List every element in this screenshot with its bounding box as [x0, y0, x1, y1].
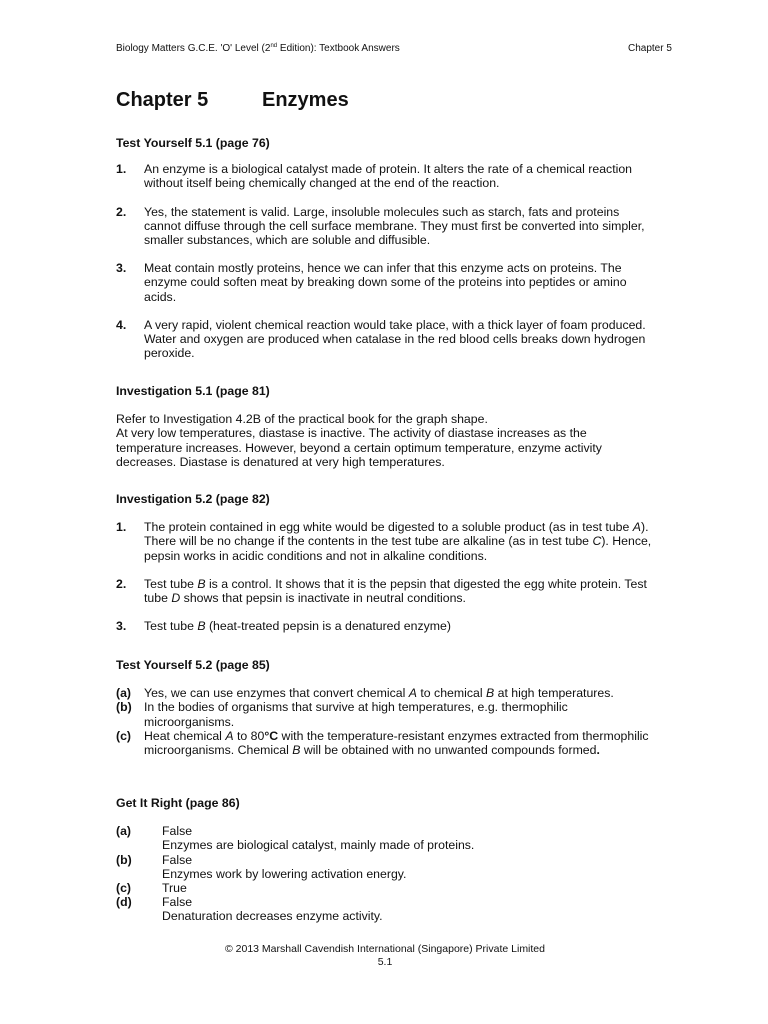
answer-item [116, 318, 656, 361]
italic-label: D [171, 591, 181, 606]
item-text: Test tube [144, 619, 198, 634]
answer-item [116, 895, 656, 923]
italic-label: C [592, 534, 602, 549]
item-letter: (a) [116, 824, 132, 839]
item-letter: (a) [116, 686, 132, 701]
answer-item [116, 205, 656, 248]
bold-period: . [596, 743, 600, 758]
item-text: is a control. It shows that it is the pepsin that digested the egg white protein. Test tube [144, 576, 647, 606]
item-letter: (c) [116, 881, 132, 896]
answer-item [116, 577, 656, 605]
item-letter: (c) [116, 728, 132, 743]
section-heading: Test Yourself 5.1 (page 76) [116, 136, 270, 150]
answer-item [116, 700, 656, 728]
italic-label: A [225, 728, 234, 743]
answer-item [116, 162, 656, 190]
item-text: (heat-treated pepsin is a denatured enzyme) [205, 619, 451, 634]
item-text: ). There will be no change if the contents in the test tube are alkaline (as in test tube [144, 520, 649, 549]
answer-item [116, 686, 656, 700]
item-letter: (b) [116, 700, 132, 715]
section-investigation-5-1 [116, 384, 656, 469]
section-get-it-right [116, 796, 656, 924]
answer-item [116, 729, 656, 757]
section-test-yourself-5-1 [116, 136, 656, 360]
item-text: shows that pepsin is inactivate in neutral conditions. [180, 591, 466, 606]
page-number: 5.1 [377, 955, 393, 968]
chapter-title [116, 88, 349, 112]
item-text: ). Hence, pepsin works in acidic conditions and not in alkaline conditions. [144, 534, 652, 563]
answer-item [116, 853, 656, 881]
item-number: 3. [116, 261, 127, 276]
section-test-yourself-5-2 [116, 658, 656, 757]
running-header-chapter: Chapter 5 [628, 43, 672, 54]
running-header-title [116, 43, 400, 55]
item-text: An enzyme is a biological catalyst made of protein. It alters the rate of a chemical reaction without itself being chemically changed at the end of the reaction. [144, 162, 633, 191]
answer-item [116, 619, 656, 633]
item-number: 1. [116, 162, 127, 177]
answer-item [116, 824, 656, 852]
section-heading: Investigation 5.1 (page 81) [116, 384, 270, 398]
item-text: with the temperature-resistant enzymes extracted from thermophilic microorganisms. Chemical [144, 728, 649, 758]
page-footer [0, 943, 768, 968]
section-investigation-5-2 [116, 492, 656, 633]
section-heading: Investigation 5.2 (page 82) [116, 492, 270, 506]
degree-unit: °C [264, 728, 279, 743]
item-text: will be obtained with no unwanted compounds formed [300, 743, 597, 758]
item-text: to chemical [416, 686, 486, 701]
answer-item [116, 881, 656, 895]
chapter-number: Chapter 5 [116, 89, 209, 111]
item-text: Test tube [144, 576, 198, 591]
item-text: Meat contain mostly proteins, hence we can infer that this enzyme acts on proteins. The enzyme could soften meat by breaking down some of the proteins into peptides or amino acids. [144, 261, 627, 304]
item-text: to 80 [233, 728, 265, 743]
italic-label: B [292, 743, 301, 758]
italic-label: B [197, 619, 206, 634]
answer-value: True [162, 881, 187, 896]
item-text: Heat chemical [144, 728, 226, 743]
italic-label: A [632, 520, 641, 535]
item-number: 4. [116, 317, 127, 332]
answer-value: False [162, 852, 193, 867]
header-superscript: nd [270, 43, 278, 49]
item-text: In the bodies of organisms that survive at high temperatures, e.g. thermophilic microorganisms. [144, 700, 568, 729]
header-title-text: Biology Matters G.C.E. 'O' Level (2 [116, 43, 271, 54]
answer-explanation: Enzymes work by lowering activation energy. [162, 866, 407, 881]
chapter-name: Enzymes [262, 89, 349, 111]
item-text: at high temperatures. [494, 686, 614, 701]
copyright-notice: © 2013 Marshall Cavendish International (Singapore) Private Limited [225, 943, 545, 955]
answer-explanation: Enzymes are biological catalyst, mainly made of proteins. [162, 838, 475, 853]
item-number: 2. [116, 204, 127, 219]
item-letter: (b) [116, 852, 132, 867]
item-letter: (d) [116, 895, 132, 910]
paragraph: At very low temperatures, diastase is inactive. The activity of diastase increases as the temperature increases. However, beyond a certain optimum temperature, enzyme activity decreases. Diastase is denatured at very high temperatures. [116, 426, 602, 469]
answer-item [116, 520, 656, 563]
answer-explanation: Denaturation decreases enzyme activity. [162, 909, 383, 924]
section-heading: Test Yourself 5.2 (page 85) [116, 658, 270, 672]
item-number: 1. [116, 520, 127, 535]
paragraph: Refer to Investigation 4.2B of the practical book for the graph shape. [116, 412, 488, 427]
item-number: 2. [116, 576, 127, 591]
italic-label: B [197, 576, 206, 591]
answer-value: False [162, 824, 193, 839]
header-title-suffix: Edition): Textbook Answers [277, 43, 400, 54]
item-text: Yes, the statement is valid. Large, insoluble molecules such as starch, fats and proteins cannot diffuse through the cell surface membrane. They must first be converted into simpler, smaller substances, which are soluble and diffusible. [144, 204, 645, 248]
answer-item [116, 261, 656, 304]
italic-label: B [485, 686, 495, 701]
item-text: The protein contained in egg white would be digested to a soluble product (as in test tube [144, 520, 633, 535]
answer-value: False [162, 895, 193, 910]
italic-label: A [408, 686, 417, 701]
section-heading: Get It Right (page 86) [116, 796, 240, 810]
item-text: Yes, we can use enzymes that convert chemical [144, 686, 409, 701]
item-text: A very rapid, violent chemical reaction would take place, with a thick layer of foam produced. Water and oxygen are produced when catalase in the red blood cells breaks down hydrogen peroxide. [144, 317, 646, 361]
item-number: 3. [116, 619, 127, 634]
